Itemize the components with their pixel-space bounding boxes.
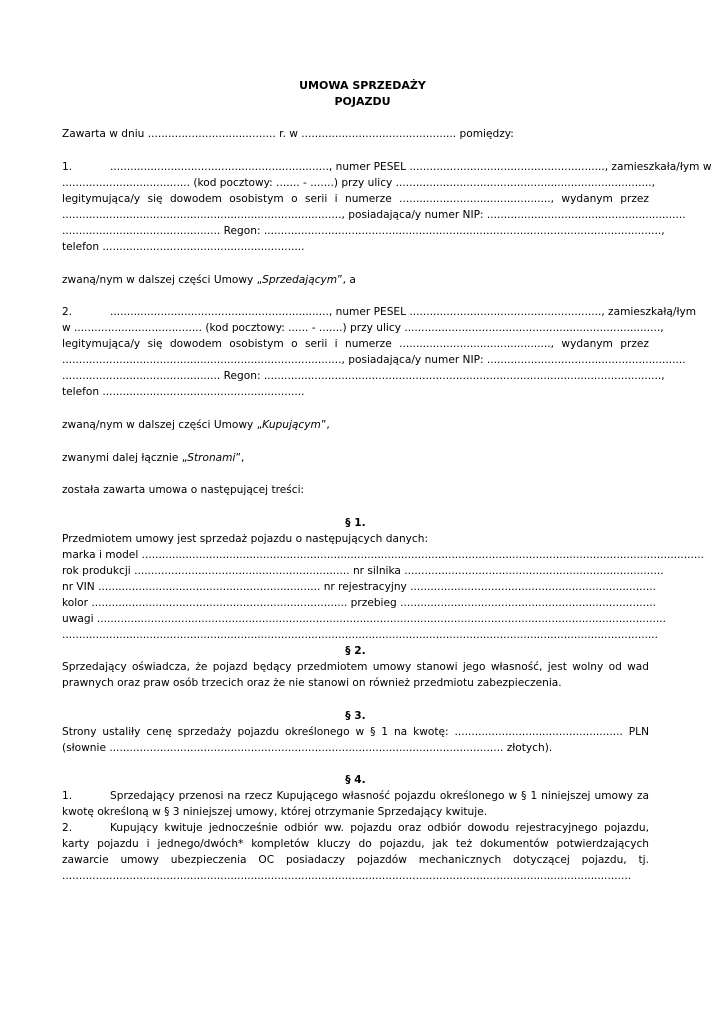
party1-line1 <box>62 159 712 175</box>
section2-line1: Sprzedający oświadcza, że pojazd będący przedmiotem umowy stanowi jego własność, jest wolny od wad <box>62 661 649 673</box>
party1-nip: ..................................................................................., posiadająca/y numer NIP: ........................................................... <box>62 209 686 221</box>
document-subtitle: POJAZDU <box>334 95 391 108</box>
contract-concluded-line: została zawarta umowa o następującej treści: <box>62 484 305 496</box>
party2-line1 <box>62 304 697 320</box>
buyer-term: Kupującym <box>262 419 321 431</box>
seller-term: Sprzedającym <box>262 274 338 286</box>
party2-number: 2. <box>62 306 73 318</box>
section4-point2-line2: karty pojazdu i jednego/dwóch* kompletów kluczy do pojazdu, jak też dokumentów potwierdzających <box>62 838 649 850</box>
section4-point1-line2: kwotę określoną w § 3 niniejszej umowy, której otrzymanie Sprzedający kwituje. <box>62 806 488 818</box>
party2-address: w ...................................... (kod pocztowy: ...... - .......) przy ulicy ............................................................................, <box>62 322 664 334</box>
section4-heading: § 4. <box>345 774 366 786</box>
vehicle-notes: uwagi ......................................................................................................................................................................... <box>62 613 667 625</box>
section4-point2-line1: 2. Kupujący kwituje jednocześnie odbiór ww. pojazdu oraz odbiór dowodu rejestracyjnego pojazdu, <box>62 822 649 834</box>
party2-phone: telefon ............................................................ <box>62 386 305 398</box>
section4-point1-line1: 1. Sprzedający przenosi na rzecz Kupującego własność pojazdu określonego w § 1 niniejszej umowy za <box>62 790 649 802</box>
section4-point2-line3: zawarcie umowy ubezpieczenia OC posiadaczy pojazdów mechanicznych dotyczącej pojazdu, tj. <box>62 854 649 866</box>
party1-id: legitymująca/y się dowodem osobistym o serii i numerze ............................................., wydanym przez <box>62 193 649 205</box>
section2-heading: § 2. <box>345 645 366 657</box>
party1-regon: ............................................... Regon: ......................................................................................................................, <box>62 225 665 237</box>
party2-regon: ............................................... Regon: ......................................................................................................................, <box>62 370 665 382</box>
party1-phone: telefon ............................................................ <box>62 241 305 253</box>
party2-id: legitymująca/y się dowodem osobistym o serii i numerze ............................................., wydanym przez <box>62 338 649 350</box>
section3-price: Strony ustaliły cenę sprzedaży pojazdu określonego w § 1 na kwotę: .................................................. PLN <box>62 726 649 738</box>
vehicle-notes-extra: ................................................................................................................................................................................. <box>62 629 659 641</box>
parties-term: Stronami <box>187 452 236 464</box>
parties-line: zwanymi dalej łącznie „Stronami”, <box>62 452 245 464</box>
section3-heading: § 3. <box>345 710 366 722</box>
party2-nip: ..................................................................................., posiadająca/y numer NIP: ........................................................... <box>62 354 686 366</box>
document-title: UMOWA SPRZEDAŻY <box>299 79 426 92</box>
vehicle-vin-registration: nr VIN .................................................................. nr rejestracyjny ......................................................................... <box>62 581 656 593</box>
party2-name-pesel: ................................................................., numer PESEL ........................................................., zamieszkałą/łym <box>110 306 697 318</box>
section3-price-words: (słownie ..................................................................................................................... złotych). <box>62 742 553 754</box>
party1-name-pesel: ................................................................., numer PESEL .........................................................., zamieszkała/łym w <box>110 161 712 173</box>
vehicle-color-mileage: kolor ............................................................................ przebieg ............................................................................ <box>62 597 657 609</box>
party1-number: 1. <box>62 161 73 173</box>
section4-point1-number: 1. <box>62 790 73 802</box>
party1-role: zwaną/nym w dalszej części Umowy „Sprzedającym”, a <box>62 274 356 286</box>
section4-point2-line4: ......................................................................................................................................................................... <box>62 870 632 882</box>
section1-heading: § 1. <box>345 517 366 529</box>
section1-intro: Przedmiotem umowy jest sprzedaż pojazdu o następujących danych: <box>62 533 429 545</box>
section4-point2-number: 2. <box>62 822 73 834</box>
vehicle-year-engine: rok produkcji ................................................................ nr silnika ............................................................................. <box>62 565 664 577</box>
vehicle-make-model: marka i model ....................................................................................................................................................................... <box>62 549 705 561</box>
section2-line2: prawnych oraz praw osób trzecich oraz że nie stanowi on również przedmiotu zabezpieczenia. <box>62 677 562 689</box>
party2-role: zwaną/nym w dalszej części Umowy „Kupującym”, <box>62 419 330 431</box>
party1-address: ...................................... (kod pocztowy: ....... - .......) przy ulicy ............................................................................, <box>62 177 655 189</box>
intro-line: Zawarta w dniu ...................................... r. w .............................................. pomiędzy: <box>62 128 514 140</box>
